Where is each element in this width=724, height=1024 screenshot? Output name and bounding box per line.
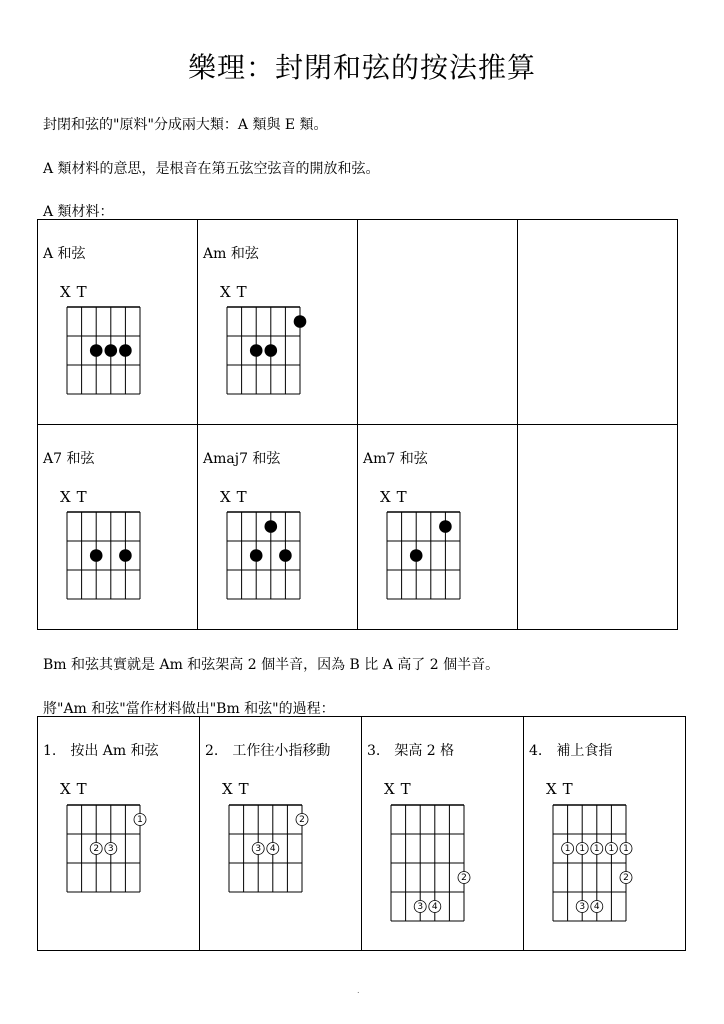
finger-number: 2 (623, 873, 629, 883)
muted-strings-mark: XT (220, 488, 253, 506)
fretboard-diagram (226, 511, 301, 600)
finger-number: 2 (461, 873, 467, 883)
step-cell (200, 717, 362, 951)
chord-label: A7 和弦 (43, 451, 95, 467)
chord-label: 3. 架高 2 格 (367, 743, 455, 759)
chord-label: 4. 補上食指 (529, 743, 613, 759)
muted-strings-mark: XT (380, 488, 413, 506)
chord-label: Am 和弦 (203, 246, 259, 262)
fretboard-diagram (552, 804, 627, 922)
finger-number: 2 (93, 844, 100, 854)
step-cell (362, 717, 524, 951)
finger-number: 1 (623, 844, 629, 854)
fretboard-diagram (66, 804, 141, 893)
finger-number: 1 (137, 815, 143, 825)
finger-dot (265, 344, 278, 357)
chord-cell (518, 220, 678, 425)
chord-cell (198, 220, 358, 425)
chord-label: A 和弦 (43, 246, 86, 262)
chord-label: 2. 工作往小指移動 (205, 743, 331, 759)
finger-number: 1 (608, 844, 615, 854)
fretboard-diagram (226, 306, 301, 395)
chord-label: Amaj7 和弦 (203, 451, 281, 467)
chord-label: Am7 和弦 (363, 451, 428, 467)
fretboard-diagram (390, 804, 465, 922)
muted-strings-mark: XT (60, 488, 93, 506)
fretboard-diagram (386, 511, 461, 600)
muted-strings-mark: XT (384, 780, 417, 798)
finger-number: 4 (431, 902, 438, 912)
a-type-heading: A 類材料： (43, 204, 114, 220)
finger-dot (90, 549, 103, 562)
finger-dot (105, 344, 118, 357)
muted-strings-mark: XT (222, 780, 255, 798)
finger-number: 1 (593, 844, 600, 854)
finger-number: 2 (299, 815, 305, 825)
finger-dot (294, 315, 307, 328)
finger-dot (410, 549, 423, 562)
muted-strings-mark: XT (60, 780, 93, 798)
page-title: 樂理：封閉和弦的按法推算 (187, 51, 536, 84)
process-table (37, 716, 686, 951)
chord-cell (518, 425, 678, 630)
a-type-chord-table (37, 219, 678, 630)
fretboard-diagram (228, 804, 303, 893)
chord-cell (358, 220, 518, 425)
finger-dot (119, 344, 132, 357)
page-mark: . (357, 986, 360, 995)
bm-explanation: Bm 和弦其實就是 Am 和弦架高 2 個半音，因為 B 比 A 高了 2 個半音。 (43, 657, 500, 673)
finger-dot (265, 520, 278, 533)
fretboard-diagram (66, 306, 141, 395)
muted-strings-mark: XT (60, 283, 93, 301)
finger-dot (439, 520, 452, 533)
step-cell (524, 717, 686, 951)
finger-dot (119, 549, 132, 562)
process-heading: 將"Am 和弦"當作材料做出"Bm 和弦"的過程： (43, 701, 335, 717)
finger-number: 4 (269, 844, 276, 854)
muted-strings-mark: XT (220, 283, 253, 301)
chord-cell (358, 425, 518, 630)
intro-line-2: A 類材料的意思，是根音在第五弦空弦音的開放和弦。 (43, 161, 380, 177)
fretboard-diagram (66, 511, 141, 600)
intro-line-1: 封閉和弦的"原料"分成兩大類：A 類與 E 類。 (43, 117, 328, 133)
finger-number: 3 (579, 902, 586, 912)
chord-cell (38, 425, 198, 630)
finger-dot (250, 549, 263, 562)
finger-number: 3 (255, 844, 262, 854)
finger-number: 4 (593, 902, 600, 912)
step-cell (38, 717, 200, 951)
finger-dot (279, 549, 292, 562)
finger-dot (250, 344, 263, 357)
finger-dot (90, 344, 103, 357)
finger-number: 3 (107, 844, 114, 854)
finger-number: 3 (417, 902, 424, 912)
chord-label: 1. 按出 Am 和弦 (43, 743, 159, 759)
muted-strings-mark: XT (546, 780, 579, 798)
finger-number: 1 (564, 844, 571, 854)
finger-number: 1 (579, 844, 586, 854)
chord-cell (198, 425, 358, 630)
chord-cell (38, 220, 198, 425)
